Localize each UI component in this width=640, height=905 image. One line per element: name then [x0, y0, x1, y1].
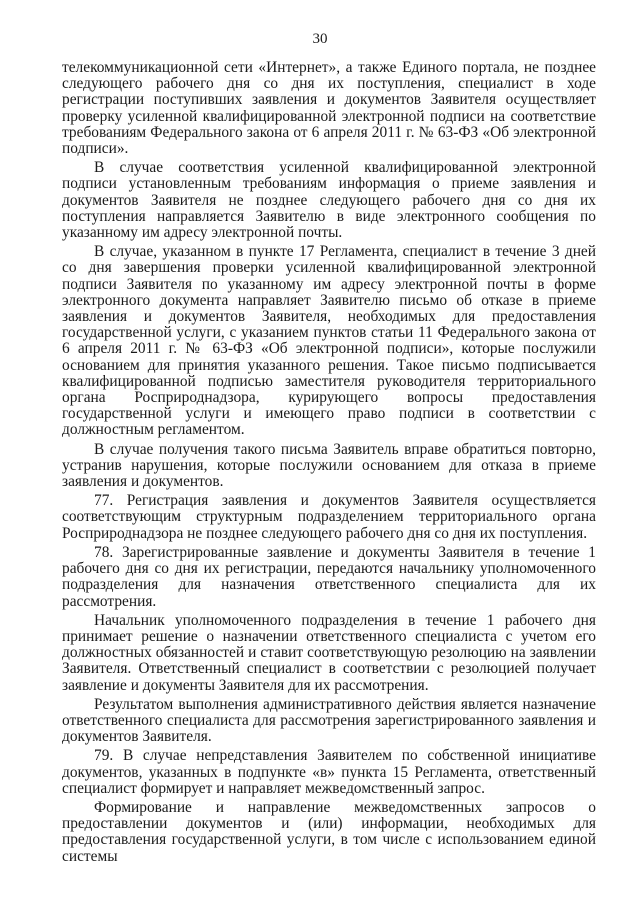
paragraph: Результатом выполнения административного действия является назначение ответственного специалиста для рассмотрения зарегистрированного заявления и документов Заявителя. [62, 695, 596, 746]
paragraph: В случае получения такого письма Заявитель вправе обратиться повторно, устранив нарушения, которые послужили основанием для отказа в приеме заявления и документов. [62, 440, 596, 491]
paragraph: Формирование и направление межведомственных запросов о предоставлении документов и (или) информации, необходимых для предоставления государственной услуги, в том числе с использованием единой системы [62, 798, 596, 865]
page-number: 30 [312, 31, 328, 47]
paragraph-item-78: 78. Зарегистрированные заявление и документы Заявителя в течение 1 рабочего дня со дня их регистрации, передаются начальнику уполномоченного подразделения для назначения ответственного специалиста для их рассмотрения. [62, 543, 596, 610]
paragraph: Начальник уполномоченного подразделения в течение 1 рабочего дня принимает решение о назначении ответственного специалиста с учетом его должностных обязанностей и ставит соответствующую резолюцию на заявлении Заявителя. Ответственный специалист в соответствии с резолюцией получает заявление и документы Заявителя для их рассмотрения. [62, 611, 596, 694]
paragraph: В случае, указанном в пункте 17 Регламента, специалист в течение 3 дней со дня завершения проверки усиленной квалифицированной электронной подписи Заявителя по указанному им адресу электронной почты в форме электронного документа направляет Заявителю письмо об отказе в приеме заявления и документов Заявителя, необходимых для предоставления государственной услуги, с указанием пунктов статьи 11 Федерального закона от 6 апреля 2011 г. № 63-ФЗ «Об электронной подписи», которые послужили основанием для принятия указанного решения. Такое письмо подписывается квалифицированной подписью заместителя руководителя территориального органа Росприроднадзора, курирующего вопросы предоставления государственной услуги и имеющего право подписи в соответствии с должностным регламентом. [62, 243, 596, 439]
document-body [62, 60, 596, 865]
paragraph-item-77: 77. Регистрация заявления и документов Заявителя осуществляется соответствующим структурным подразделением территориального органа Росприроднадзора не позднее следующего рабочего дня со дня их поступления. [62, 492, 596, 542]
paragraph: телекоммуникационной сети «Интернет», а также Единого портала, не позднее следующего рабочего дня со дня их поступления, специалист в ходе регистрации поступивших заявления и документов Заявителя осуществляет проверку усиленной квалифицированной электронной подписи на соответствие требованиям Федерального закона от 6 апреля 2011 г. № 63-ФЗ «Об электронной подписи». [62, 59, 596, 158]
paragraph: В случае соответствия усиленной квалифицированной электронной подписи установленным требованиям информация о приеме заявления и документов Заявителя не позднее следующего рабочего дня со дня их поступления направляется Заявителю в виде электронного сообщения по указанному им адресу электронной почты. [62, 159, 596, 242]
paragraph-item-79: 79. В случае непредставления Заявителем по собственной инициативе документов, указанных в подпункте «в» пункта 15 Регламента, ответственный специалист формирует и направляет межведомственный запрос. [62, 747, 596, 797]
